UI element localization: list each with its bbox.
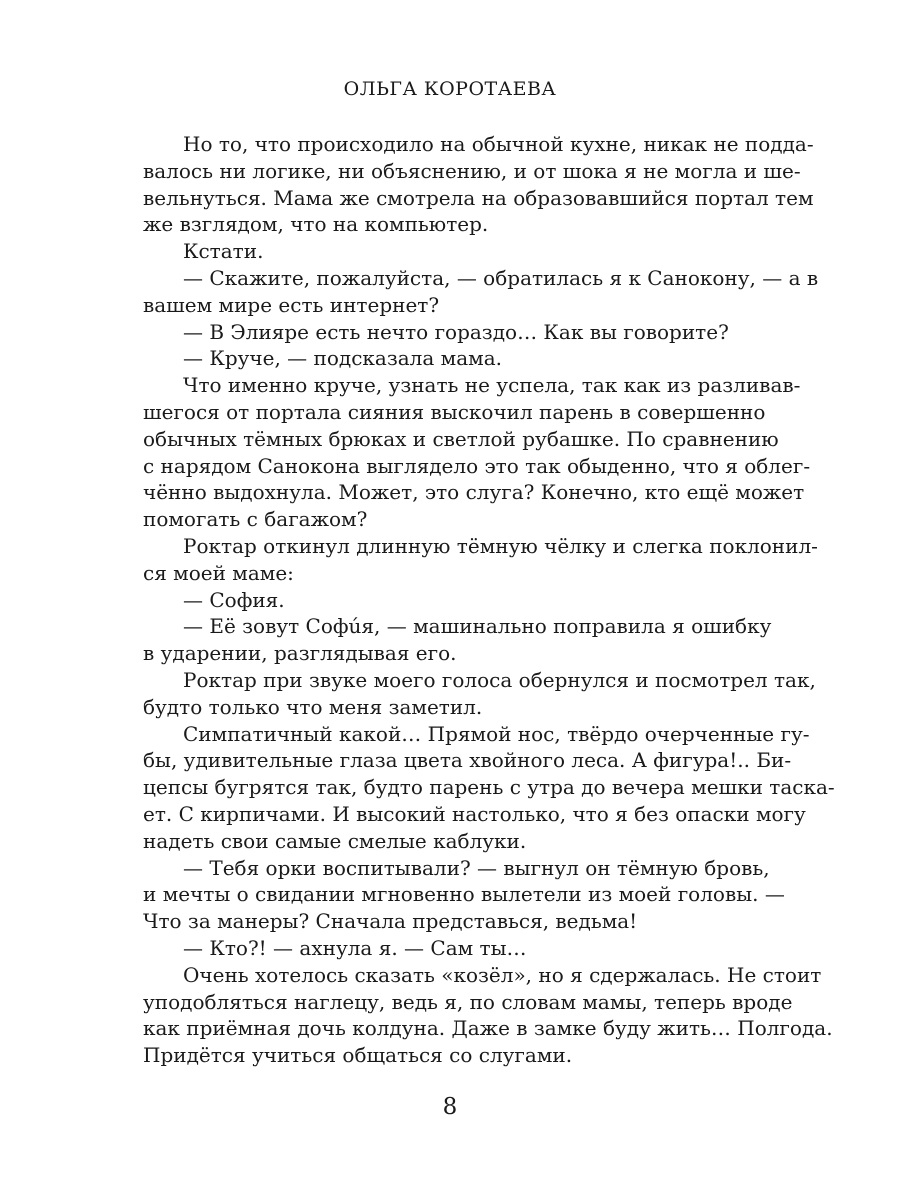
text-line: — Её зовут Софúя, — машинально поправила я ошибку xyxy=(183,614,772,639)
text-line: как приёмная дочь колдуна. Даже в замке буду жить… Полгода. xyxy=(143,1016,833,1041)
text-line: — В Элияре есть нечто гораздо… Как вы говорите? xyxy=(183,319,729,344)
text-line: помогать с багажом? xyxy=(143,507,368,532)
text-line: с нарядом Санокона выглядело это так обыденно, что я облег- xyxy=(143,453,811,478)
text-line: Что за манеры? Сначала представься, ведьма! xyxy=(143,909,638,934)
text-line: уподобляться наглецу, ведь я, по словам мамы, теперь вроде xyxy=(143,989,793,1014)
text-line: вашем мире есть интернет? xyxy=(143,292,440,317)
running-header: ОЛЬГА КОРОТАЕВА xyxy=(343,78,557,100)
text-line: Придётся учиться общаться со слугами. xyxy=(143,1043,573,1068)
text-line: Что именно круче, узнать не успела, так как из разливав- xyxy=(183,373,801,398)
text-line: будто только что меня заметил. xyxy=(143,694,483,719)
text-line: — Круче, — подсказала мама. xyxy=(183,346,502,371)
text-line: же взглядом, что на компьютер. xyxy=(143,212,489,237)
text-line: Очень хотелось сказать «козёл», но я сдержалась. Не стоит xyxy=(183,962,822,987)
text-line: и мечты о свидании мгновенно вылетели из моей головы. — xyxy=(143,882,785,907)
text-line: цепсы бугрятся так, будто парень с утра до вечера мешки таска- xyxy=(143,775,835,800)
text-line: валось ни логике, ни объяснению, и от шока я не могла и ше- xyxy=(143,158,801,183)
text-line: ет. С кирпичами. И высокий настолько, что я без опаски могу xyxy=(143,801,806,826)
text-line: надеть свои самые смелые каблуки. xyxy=(143,828,527,853)
text-line: — София. xyxy=(183,587,285,612)
text-line: Кстати. xyxy=(183,239,264,264)
text-line: бы, удивительные глаза цвета хвойного леса. А фигура!.. Би- xyxy=(143,748,792,773)
text-line: — Кто?! — ахнула я. — Сам ты… xyxy=(183,935,527,960)
body-text xyxy=(143,131,835,1069)
text-line: в ударении, разглядывая его. xyxy=(143,641,457,666)
text-line: шегося от портала сияния выскочил парень в совершенно xyxy=(143,399,766,424)
text-line: ся моей маме: xyxy=(143,560,294,585)
text-line: Роктар при звуке моего голоса обернулся и посмотрел так, xyxy=(183,667,816,692)
text-line: Но то, что происходило на обычной кухне, никак не подда- xyxy=(183,132,814,156)
text-line: Симпатичный какой… Прямой нос, твёрдо очерченные гу- xyxy=(183,721,810,746)
page-number: 8 xyxy=(442,1094,458,1120)
text-line: Роктар откинул длинную тёмную чёлку и слегка поклонил- xyxy=(183,533,818,558)
text-line: — Скажите, пожалуйста, — обратилась я к Санокону, — а в xyxy=(183,265,819,290)
text-line: чённо выдохнула. Может, это слуга? Конечно, кто ещё может xyxy=(143,480,805,505)
text-line: обычных тёмных брюках и светлой рубашке. По сравнению xyxy=(143,426,779,451)
text-line: вельнуться. Мама же смотрела на образовавшийся портал тем xyxy=(143,185,814,210)
text-line: — Тебя орки воспитывали? — выгнул он тёмную бровь, xyxy=(183,855,770,880)
